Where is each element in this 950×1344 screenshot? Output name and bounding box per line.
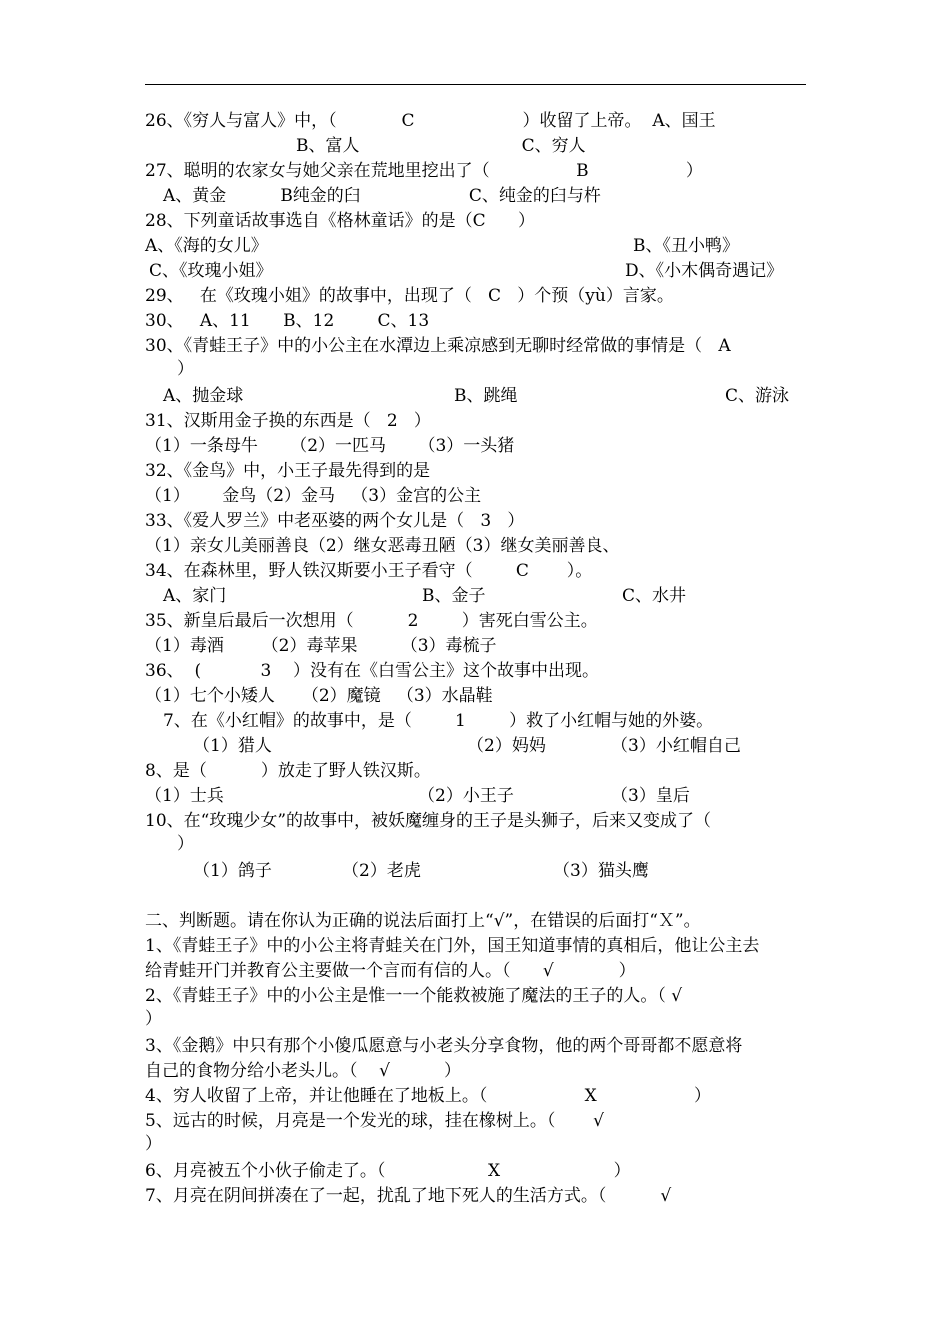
- text-line: （1）一条母牛 （2）一匹马 （3）一头猪: [145, 436, 515, 456]
- text-line: 3、《金鹅》中只有那个小傻瓜愿意与小老头分享食物，他的两个哥哥都不愿意将: [145, 1036, 743, 1056]
- text-line: C、《玫瑰小姐》: [149, 261, 273, 281]
- text-line: 26、《穷人与富人》中，（ C ）收留了上帝。 A、国王: [145, 111, 716, 131]
- text-line: 30、 A、11 B、12 C、13: [145, 311, 430, 331]
- text-line: （1） 金鸟（2）金马 （3）金宫的公主: [145, 486, 482, 506]
- text-line: D、《小木偶奇遇记》: [625, 261, 784, 281]
- text-line: C、游泳: [725, 386, 790, 406]
- text-line: （1）七个小矮人 （2）魔镜 （3）水晶鞋: [145, 686, 493, 706]
- text-line: （2）妈妈: [467, 736, 546, 756]
- text-line: 36、 ( 3 ）没有在《白雪公主》这个故事中出现。: [145, 661, 599, 681]
- text-line: （1）亲女儿美丽善良（2）继女恶毒丑陋（3）继女美丽善良、: [145, 536, 620, 556]
- text-line: B、金子: [422, 586, 486, 606]
- text-line: 29、 在《玫瑰小姐》的故事中，出现了（ C ）个预（yù）言家。: [145, 286, 674, 306]
- text-line: 7、月亮在阴间拼凑在了一起，扰乱了地下死人的生活方式。（ √: [145, 1186, 672, 1206]
- text-line: 34、在森林里，野人铁汉斯要小王子看守（ C ）。: [145, 561, 593, 581]
- text-line: ）: [177, 359, 194, 379]
- text-line: 4、穷人收留了上帝，并让他睡在了地板上。（ X ）: [145, 1086, 711, 1106]
- text-line: 2、《青蛙王子》中的小公主是惟一一个能救被施了魔法的王子的人。（ √: [145, 986, 683, 1006]
- text-line: A、抛金球: [163, 386, 244, 406]
- text-line: B、《丑小鸭》: [633, 236, 739, 256]
- text-line: C、水井: [622, 586, 687, 606]
- text-line: A、《海的女儿》: [145, 236, 268, 256]
- text-line: （3）小红帽自己: [611, 736, 741, 756]
- text-line: ）: [145, 1009, 162, 1029]
- text-line: （1）猎人: [193, 736, 272, 756]
- text-line: 35、新皇后最后一次想用（ 2 ）害死白雪公主。: [145, 611, 598, 631]
- text-line: 10、在“玫瑰少女”的故事中，被妖魔缠身的王子是头狮子，后来又变成了（: [145, 811, 712, 831]
- text-line: 自己的食物分给小老头儿。（ √ ）: [145, 1061, 461, 1081]
- text-line: ）: [145, 1134, 162, 1154]
- text-line: 28、下列童话故事选自《格林童话》的是（C ）: [145, 211, 536, 231]
- text-line: 27、聪明的农家女与她父亲在荒地里挖出了（ B ）: [145, 161, 703, 181]
- text-line: （3）皇后: [611, 786, 690, 806]
- text-line: A、黄金 B纯金的臼 C、纯金的臼与杵: [163, 186, 601, 206]
- text-line: 6、月亮被五个小伙子偷走了。（ X ）: [145, 1161, 631, 1181]
- text-line: （2）老虎: [342, 861, 421, 881]
- text-line: 二、判断题。请在你认为正确的说法后面打上“√”，在错误的后面打“Ｘ”。: [145, 911, 701, 931]
- text-line: （1）毒酒 （2）毒苹果 （3）毒梳子: [145, 636, 497, 656]
- header-rule: [145, 84, 806, 85]
- text-line: 1、《青蛙王子》中的小公主将青蛙关在门外，国王知道事情的真相后，他让公主去: [145, 936, 760, 956]
- text-line: 30、《青蛙王子》中的小公主在水潭边上乘凉感到无聊时经常做的事情是（ A: [145, 336, 731, 356]
- text-line: ）: [177, 834, 194, 854]
- text-line: 32、《金鸟》中，小王子最先得到的是: [145, 461, 431, 481]
- text-line: 7、在《小红帽》的故事中，是（ 1 ）救了小红帽与她的外婆。: [163, 711, 714, 731]
- text-line: A、家门: [163, 586, 227, 606]
- text-line: （1）士兵: [145, 786, 224, 806]
- text-line: 给青蛙开门并教育公主要做一个言而有信的人。（ √ ）: [145, 961, 636, 981]
- text-line: 5、远古的时候，月亮是一个发光的球，挂在橡树上。（ √: [145, 1111, 604, 1131]
- text-line: 33、《爱人罗兰》中老巫婆的两个女儿是（ 3 ）: [145, 511, 525, 531]
- text-line: （2）小王子: [418, 786, 514, 806]
- text-line: 31、汉斯用金子换的东西是（ 2 ）: [145, 411, 431, 431]
- text-line: （1）鸽子: [193, 861, 272, 881]
- text-line: （3）猫头鹰: [553, 861, 649, 881]
- text-line: 8、是（ ）放走了野人铁汉斯。: [145, 761, 431, 781]
- text-line: B、跳绳: [454, 386, 518, 406]
- text-line: B、富人 C、穷人: [296, 136, 586, 156]
